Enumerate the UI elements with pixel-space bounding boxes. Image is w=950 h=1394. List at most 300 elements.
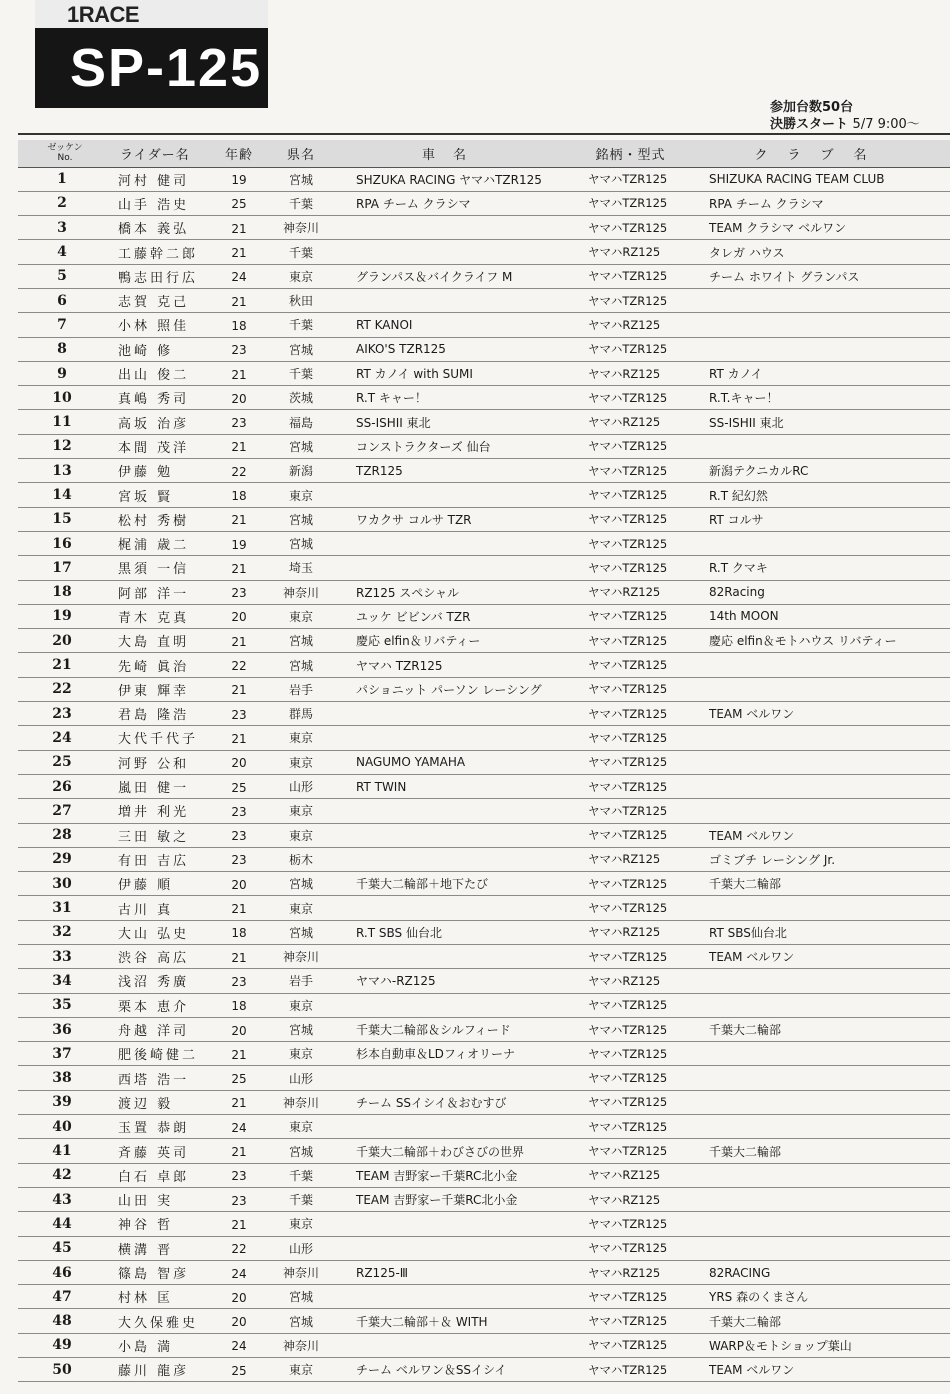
table-row (18, 1163, 950, 1187)
bike-model: ヤマハTZR125 (570, 264, 691, 288)
team-name (336, 945, 570, 969)
rider-age: 25 (212, 774, 266, 798)
team-name: 杉本自動車＆LDフィオリーナ (336, 1042, 570, 1066)
club-name (691, 726, 950, 750)
club-name: 千葉大二輪部 (691, 1309, 950, 1333)
table-row (18, 726, 950, 750)
team-name: 千葉大二輪部＆シルフィード (336, 1017, 570, 1041)
prefecture: 神奈川 (266, 1090, 336, 1114)
prefecture: 宮城 (266, 920, 336, 944)
entry-number: 4 (18, 240, 112, 264)
team-name: TEAM 吉野家ー千葉RC北小金 (336, 1187, 570, 1211)
table-row (18, 216, 950, 240)
table-row (18, 896, 950, 920)
bike-model: ヤマハTZR125 (570, 1285, 691, 1309)
table-row (18, 191, 950, 215)
race-number-label: 1RACE (35, 0, 268, 28)
prefecture: 福島 (266, 410, 336, 434)
race-title-block (35, 0, 268, 108)
rider-age: 21 (212, 216, 266, 240)
bike-model: ヤマハTZR125 (570, 945, 691, 969)
prefecture: 宮城 (266, 1285, 336, 1309)
rider-name: 有田 吉広 (112, 847, 212, 871)
entry-number: 8 (18, 337, 112, 361)
rider-name: 篠島 智彦 (112, 1260, 212, 1284)
team-name: RZ125 スペシャル (336, 580, 570, 604)
prefecture: 千葉 (266, 240, 336, 264)
club-name: チーム ホワイト グランパス (691, 264, 950, 288)
start-label: 決勝スタート (770, 117, 849, 132)
rider-age: 24 (212, 1260, 266, 1284)
team-name: TEAM 吉野家ー千葉RC北小金 (336, 1163, 570, 1187)
bike-model: ヤマハRZ125 (570, 969, 691, 993)
bike-model: ヤマハTZR125 (570, 337, 691, 361)
header-prefecture: 県名 (266, 140, 336, 167)
bike-model: ヤマハTZR125 (570, 1309, 691, 1333)
rider-name: 高坂 治彦 (112, 410, 212, 434)
start-time: 5/7 9:00〜 (852, 117, 920, 132)
prefecture: 東京 (266, 726, 336, 750)
rider-name: 真嶋 秀司 (112, 386, 212, 410)
club-name (691, 1212, 950, 1236)
rider-age: 21 (212, 1090, 266, 1114)
club-name: タレガ ハウス (691, 240, 950, 264)
club-name (691, 288, 950, 312)
bike-model: ヤマハTZR125 (570, 483, 691, 507)
rider-name: 浅沼 秀廣 (112, 969, 212, 993)
team-name (336, 799, 570, 823)
rider-age: 23 (212, 580, 266, 604)
club-name: TEAM ベルワン (691, 702, 950, 726)
header-rider: ライダー名 (112, 140, 212, 167)
bike-model: ヤマハRZ125 (570, 580, 691, 604)
rider-name: 山田 実 (112, 1187, 212, 1211)
prefecture: 宮城 (266, 1139, 336, 1163)
team-name: パショニット パーソン レーシング (336, 677, 570, 701)
rider-age: 20 (212, 750, 266, 774)
club-name (691, 993, 950, 1017)
rider-age: 18 (212, 483, 266, 507)
entry-number: 14 (18, 483, 112, 507)
rider-age: 21 (212, 945, 266, 969)
table-row (18, 1309, 950, 1333)
table-row (18, 240, 950, 264)
rider-age: 20 (212, 1285, 266, 1309)
bike-model: ヤマハTZR125 (570, 774, 691, 798)
team-name: RT カノイ with SUMI (336, 361, 570, 385)
club-name (691, 799, 950, 823)
header-club-label: クラブ名 (754, 147, 887, 163)
club-name: 千葉大二輪部 (691, 1017, 950, 1041)
table-row (18, 1042, 950, 1066)
rider-age: 21 (212, 361, 266, 385)
rider-name: 河村 健司 (112, 167, 212, 191)
bike-model: ヤマハTZR125 (570, 677, 691, 701)
table-row (18, 1212, 950, 1236)
rider-name: 大島 直明 (112, 629, 212, 653)
rider-age: 21 (212, 240, 266, 264)
entry-number: 17 (18, 556, 112, 580)
table-row (18, 1285, 950, 1309)
club-name: TEAM クラシマ ベルワン (691, 216, 950, 240)
prefecture: 宮城 (266, 653, 336, 677)
team-name: TZR125 (336, 459, 570, 483)
entry-number: 30 (18, 872, 112, 896)
team-name: ユッケ ビビンバ TZR (336, 604, 570, 628)
table-row (18, 1358, 950, 1382)
table-row (18, 337, 950, 361)
club-name (691, 1187, 950, 1211)
rider-name: 黒須 一信 (112, 556, 212, 580)
rider-name: 三田 敏之 (112, 823, 212, 847)
team-name: 千葉大二輪部＋地下たび (336, 872, 570, 896)
entry-number: 25 (18, 750, 112, 774)
rider-name: 西塔 浩一 (112, 1066, 212, 1090)
team-name (336, 1212, 570, 1236)
entry-number: 7 (18, 313, 112, 337)
prefecture: 山形 (266, 1066, 336, 1090)
entry-number: 15 (18, 507, 112, 531)
rider-name: 栗本 恵介 (112, 993, 212, 1017)
entry-number: 27 (18, 799, 112, 823)
prefecture: 東京 (266, 1042, 336, 1066)
bike-model: ヤマハTZR125 (570, 1017, 691, 1041)
rider-age: 24 (212, 1115, 266, 1139)
team-name (336, 1285, 570, 1309)
prefecture: 宮城 (266, 507, 336, 531)
bike-model: ヤマハTZR125 (570, 1333, 691, 1357)
prefecture: 東京 (266, 604, 336, 628)
entry-number: 31 (18, 896, 112, 920)
table-row (18, 313, 950, 337)
rider-name: 橋本 義弘 (112, 216, 212, 240)
prefecture: 新潟 (266, 459, 336, 483)
entry-number: 48 (18, 1309, 112, 1333)
table-row (18, 823, 950, 847)
team-name: ワカクサ コルサ TZR (336, 507, 570, 531)
club-name: WARP＆モトショップ葉山 (691, 1333, 950, 1357)
entry-number: 42 (18, 1163, 112, 1187)
team-name: RZ125-Ⅲ (336, 1260, 570, 1284)
entry-number: 12 (18, 434, 112, 458)
prefecture: 山形 (266, 1236, 336, 1260)
header-number-bottom: No. (57, 153, 73, 164)
table-row (18, 1260, 950, 1284)
prefecture: 東京 (266, 993, 336, 1017)
entry-number: 21 (18, 653, 112, 677)
rider-name: 大久保雅史 (112, 1309, 212, 1333)
team-name: チーム ベルワン＆SSイシイ (336, 1358, 570, 1382)
entry-number: 6 (18, 288, 112, 312)
team-name (336, 1236, 570, 1260)
bike-model: ヤマハTZR125 (570, 288, 691, 312)
table-row (18, 702, 950, 726)
table-row (18, 386, 950, 410)
entry-number: 44 (18, 1212, 112, 1236)
table-row (18, 361, 950, 385)
table-row (18, 799, 950, 823)
rider-name: 増井 利光 (112, 799, 212, 823)
rider-age: 19 (212, 167, 266, 191)
team-name (336, 1115, 570, 1139)
prefecture: 宮城 (266, 531, 336, 555)
club-name (691, 1163, 950, 1187)
prefecture: 千葉 (266, 191, 336, 215)
team-name (336, 288, 570, 312)
prefecture: 千葉 (266, 313, 336, 337)
rider-name: 大代千代子 (112, 726, 212, 750)
prefecture: 神奈川 (266, 1260, 336, 1284)
entry-number: 49 (18, 1333, 112, 1357)
rider-name: 志賀 克己 (112, 288, 212, 312)
bike-model: ヤマハTZR125 (570, 1212, 691, 1236)
race-meta (770, 99, 950, 133)
rider-name: 梶浦 歳二 (112, 531, 212, 555)
bike-model: ヤマハRZ125 (570, 847, 691, 871)
rider-name: 青木 克真 (112, 604, 212, 628)
prefecture: 千葉 (266, 361, 336, 385)
table-row (18, 677, 950, 701)
team-name (336, 823, 570, 847)
prefecture: 宮城 (266, 1017, 336, 1041)
table-row (18, 945, 950, 969)
team-name: NAGUMO YAMAHA (336, 750, 570, 774)
bike-model: ヤマハTZR125 (570, 1066, 691, 1090)
bike-model: ヤマハRZ125 (570, 240, 691, 264)
rider-age: 21 (212, 1212, 266, 1236)
rider-age: 23 (212, 1187, 266, 1211)
entry-number: 33 (18, 945, 112, 969)
table-row (18, 604, 950, 628)
club-name: R.T クマキ (691, 556, 950, 580)
bike-model: ヤマハTZR125 (570, 1090, 691, 1114)
team-name: チーム SSイシイ＆おむすび (336, 1090, 570, 1114)
entry-number: 34 (18, 969, 112, 993)
bike-model: ヤマハTZR125 (570, 531, 691, 555)
entry-number: 36 (18, 1017, 112, 1041)
header-team-label: 車名 (421, 147, 484, 163)
team-name (336, 216, 570, 240)
entry-number: 22 (18, 677, 112, 701)
rider-name: 斉藤 英司 (112, 1139, 212, 1163)
rider-age: 25 (212, 191, 266, 215)
rider-age: 21 (212, 896, 266, 920)
rider-age: 23 (212, 702, 266, 726)
rider-age: 21 (212, 1139, 266, 1163)
table-row (18, 410, 950, 434)
club-name: ゴミブチ レーシング Jr. (691, 847, 950, 871)
club-name (691, 750, 950, 774)
rider-name: 鴨志田行広 (112, 264, 212, 288)
table-row (18, 264, 950, 288)
entry-number: 45 (18, 1236, 112, 1260)
bike-model: ヤマハTZR125 (570, 191, 691, 215)
club-name: RT SBS仙台北 (691, 920, 950, 944)
bike-model: ヤマハTZR125 (570, 750, 691, 774)
entry-number: 37 (18, 1042, 112, 1066)
prefecture: 東京 (266, 1212, 336, 1236)
team-name: グランパス＆バイクライフ M (336, 264, 570, 288)
entry-list-table (18, 140, 950, 1382)
entry-number: 9 (18, 361, 112, 385)
rider-age: 20 (212, 604, 266, 628)
table-row (18, 872, 950, 896)
club-name (691, 774, 950, 798)
club-name (691, 1115, 950, 1139)
bike-model: ヤマハTZR125 (570, 799, 691, 823)
rider-age: 18 (212, 313, 266, 337)
club-name: R.T.キャー！ (691, 386, 950, 410)
club-name: 82Racing (691, 580, 950, 604)
team-name: RPA チーム クラシマ (336, 191, 570, 215)
bike-model: ヤマハTZR125 (570, 604, 691, 628)
team-name: SHZUKA RACING ヤマハTZR125 (336, 167, 570, 191)
team-name: SS-ISHII 東北 (336, 410, 570, 434)
club-name (691, 1042, 950, 1066)
rider-age: 20 (212, 386, 266, 410)
prefecture: 岩手 (266, 969, 336, 993)
prefecture: 宮城 (266, 434, 336, 458)
table-row (18, 1115, 950, 1139)
rider-age: 20 (212, 1017, 266, 1041)
prefecture: 神奈川 (266, 216, 336, 240)
team-name: 慶応 elfin＆リバティー (336, 629, 570, 653)
club-name (691, 434, 950, 458)
team-name: R.T SBS 仙台北 (336, 920, 570, 944)
team-name: 千葉大二輪部＋わびさびの世界 (336, 1139, 570, 1163)
table-row (18, 969, 950, 993)
bike-model: ヤマハRZ125 (570, 313, 691, 337)
bike-model: ヤマハTZR125 (570, 872, 691, 896)
entry-number: 13 (18, 459, 112, 483)
rider-age: 23 (212, 1163, 266, 1187)
team-name (336, 483, 570, 507)
club-name: 千葉大二輪部 (691, 872, 950, 896)
prefecture: 宮城 (266, 167, 336, 191)
entry-number: 39 (18, 1090, 112, 1114)
prefecture: 東京 (266, 483, 336, 507)
club-name: 慶応 elfin＆モトハウス リバティー (691, 629, 950, 653)
rider-age: 23 (212, 410, 266, 434)
bike-model: ヤマハTZR125 (570, 1115, 691, 1139)
table-row (18, 920, 950, 944)
club-name (691, 896, 950, 920)
rider-age: 23 (212, 969, 266, 993)
team-name: AIKO'S TZR125 (336, 337, 570, 361)
bike-model: ヤマハRZ125 (570, 1163, 691, 1187)
prefecture: 宮城 (266, 872, 336, 896)
bike-model: ヤマハTZR125 (570, 629, 691, 653)
table-row (18, 1090, 950, 1114)
table-row (18, 288, 950, 312)
prefecture: 東京 (266, 1115, 336, 1139)
rider-age: 22 (212, 1236, 266, 1260)
prefecture: 千葉 (266, 1163, 336, 1187)
rider-name: 山手 浩史 (112, 191, 212, 215)
rider-name: 玉置 恭朗 (112, 1115, 212, 1139)
rider-age: 21 (212, 677, 266, 701)
entry-number: 18 (18, 580, 112, 604)
club-name (691, 677, 950, 701)
header-number (18, 140, 112, 167)
rider-age: 25 (212, 1358, 266, 1382)
bike-model: ヤマハRZ125 (570, 1260, 691, 1284)
prefecture: 神奈川 (266, 580, 336, 604)
entry-number: 50 (18, 1358, 112, 1382)
entry-number: 2 (18, 191, 112, 215)
prefecture: 東京 (266, 823, 336, 847)
entry-number: 40 (18, 1115, 112, 1139)
prefecture: 宮城 (266, 337, 336, 361)
club-name (691, 1066, 950, 1090)
table-header-row (18, 140, 950, 167)
club-name: YRS 森のくまさん (691, 1285, 950, 1309)
club-name: TEAM ベルワン (691, 945, 950, 969)
team-name: ヤマハ-RZ125 (336, 969, 570, 993)
club-name (691, 969, 950, 993)
rider-age: 20 (212, 872, 266, 896)
rider-age: 18 (212, 993, 266, 1017)
table-row (18, 1066, 950, 1090)
bike-model: ヤマハRZ125 (570, 1187, 691, 1211)
club-name: TEAM ベルワン (691, 823, 950, 847)
table-row (18, 847, 950, 871)
rider-name: 伊藤 順 (112, 872, 212, 896)
entry-number: 47 (18, 1285, 112, 1309)
rider-age: 21 (212, 434, 266, 458)
entry-number: 28 (18, 823, 112, 847)
rider-age: 19 (212, 531, 266, 555)
prefecture: 東京 (266, 896, 336, 920)
table-row (18, 750, 950, 774)
entry-number: 46 (18, 1260, 112, 1284)
prefecture: 宮城 (266, 1309, 336, 1333)
bike-model: ヤマハRZ125 (570, 920, 691, 944)
prefecture: 東京 (266, 264, 336, 288)
team-name (336, 531, 570, 555)
table-row (18, 167, 950, 191)
club-name (691, 1236, 950, 1260)
prefecture: 東京 (266, 799, 336, 823)
prefecture: 秋田 (266, 288, 336, 312)
rider-age: 18 (212, 920, 266, 944)
table-row (18, 556, 950, 580)
rider-name: 渋谷 高広 (112, 945, 212, 969)
rider-age: 22 (212, 653, 266, 677)
table-row (18, 1187, 950, 1211)
team-name (336, 556, 570, 580)
club-name: SS-ISHII 東北 (691, 410, 950, 434)
team-name (336, 702, 570, 726)
table-row (18, 434, 950, 458)
rider-name: 河野 公和 (112, 750, 212, 774)
prefecture: 宮城 (266, 629, 336, 653)
header-club (691, 140, 950, 167)
entry-number: 5 (18, 264, 112, 288)
entry-number: 29 (18, 847, 112, 871)
rider-age: 23 (212, 799, 266, 823)
rider-name: 小島 満 (112, 1333, 212, 1357)
participant-count: 参加台数50台 (770, 100, 854, 115)
club-name (691, 337, 950, 361)
bike-model: ヤマハTZR125 (570, 726, 691, 750)
bike-model: ヤマハTZR125 (570, 993, 691, 1017)
rider-name: 伊藤 勉 (112, 459, 212, 483)
rider-age: 24 (212, 264, 266, 288)
rider-age: 21 (212, 288, 266, 312)
entry-number: 38 (18, 1066, 112, 1090)
entry-number: 23 (18, 702, 112, 726)
